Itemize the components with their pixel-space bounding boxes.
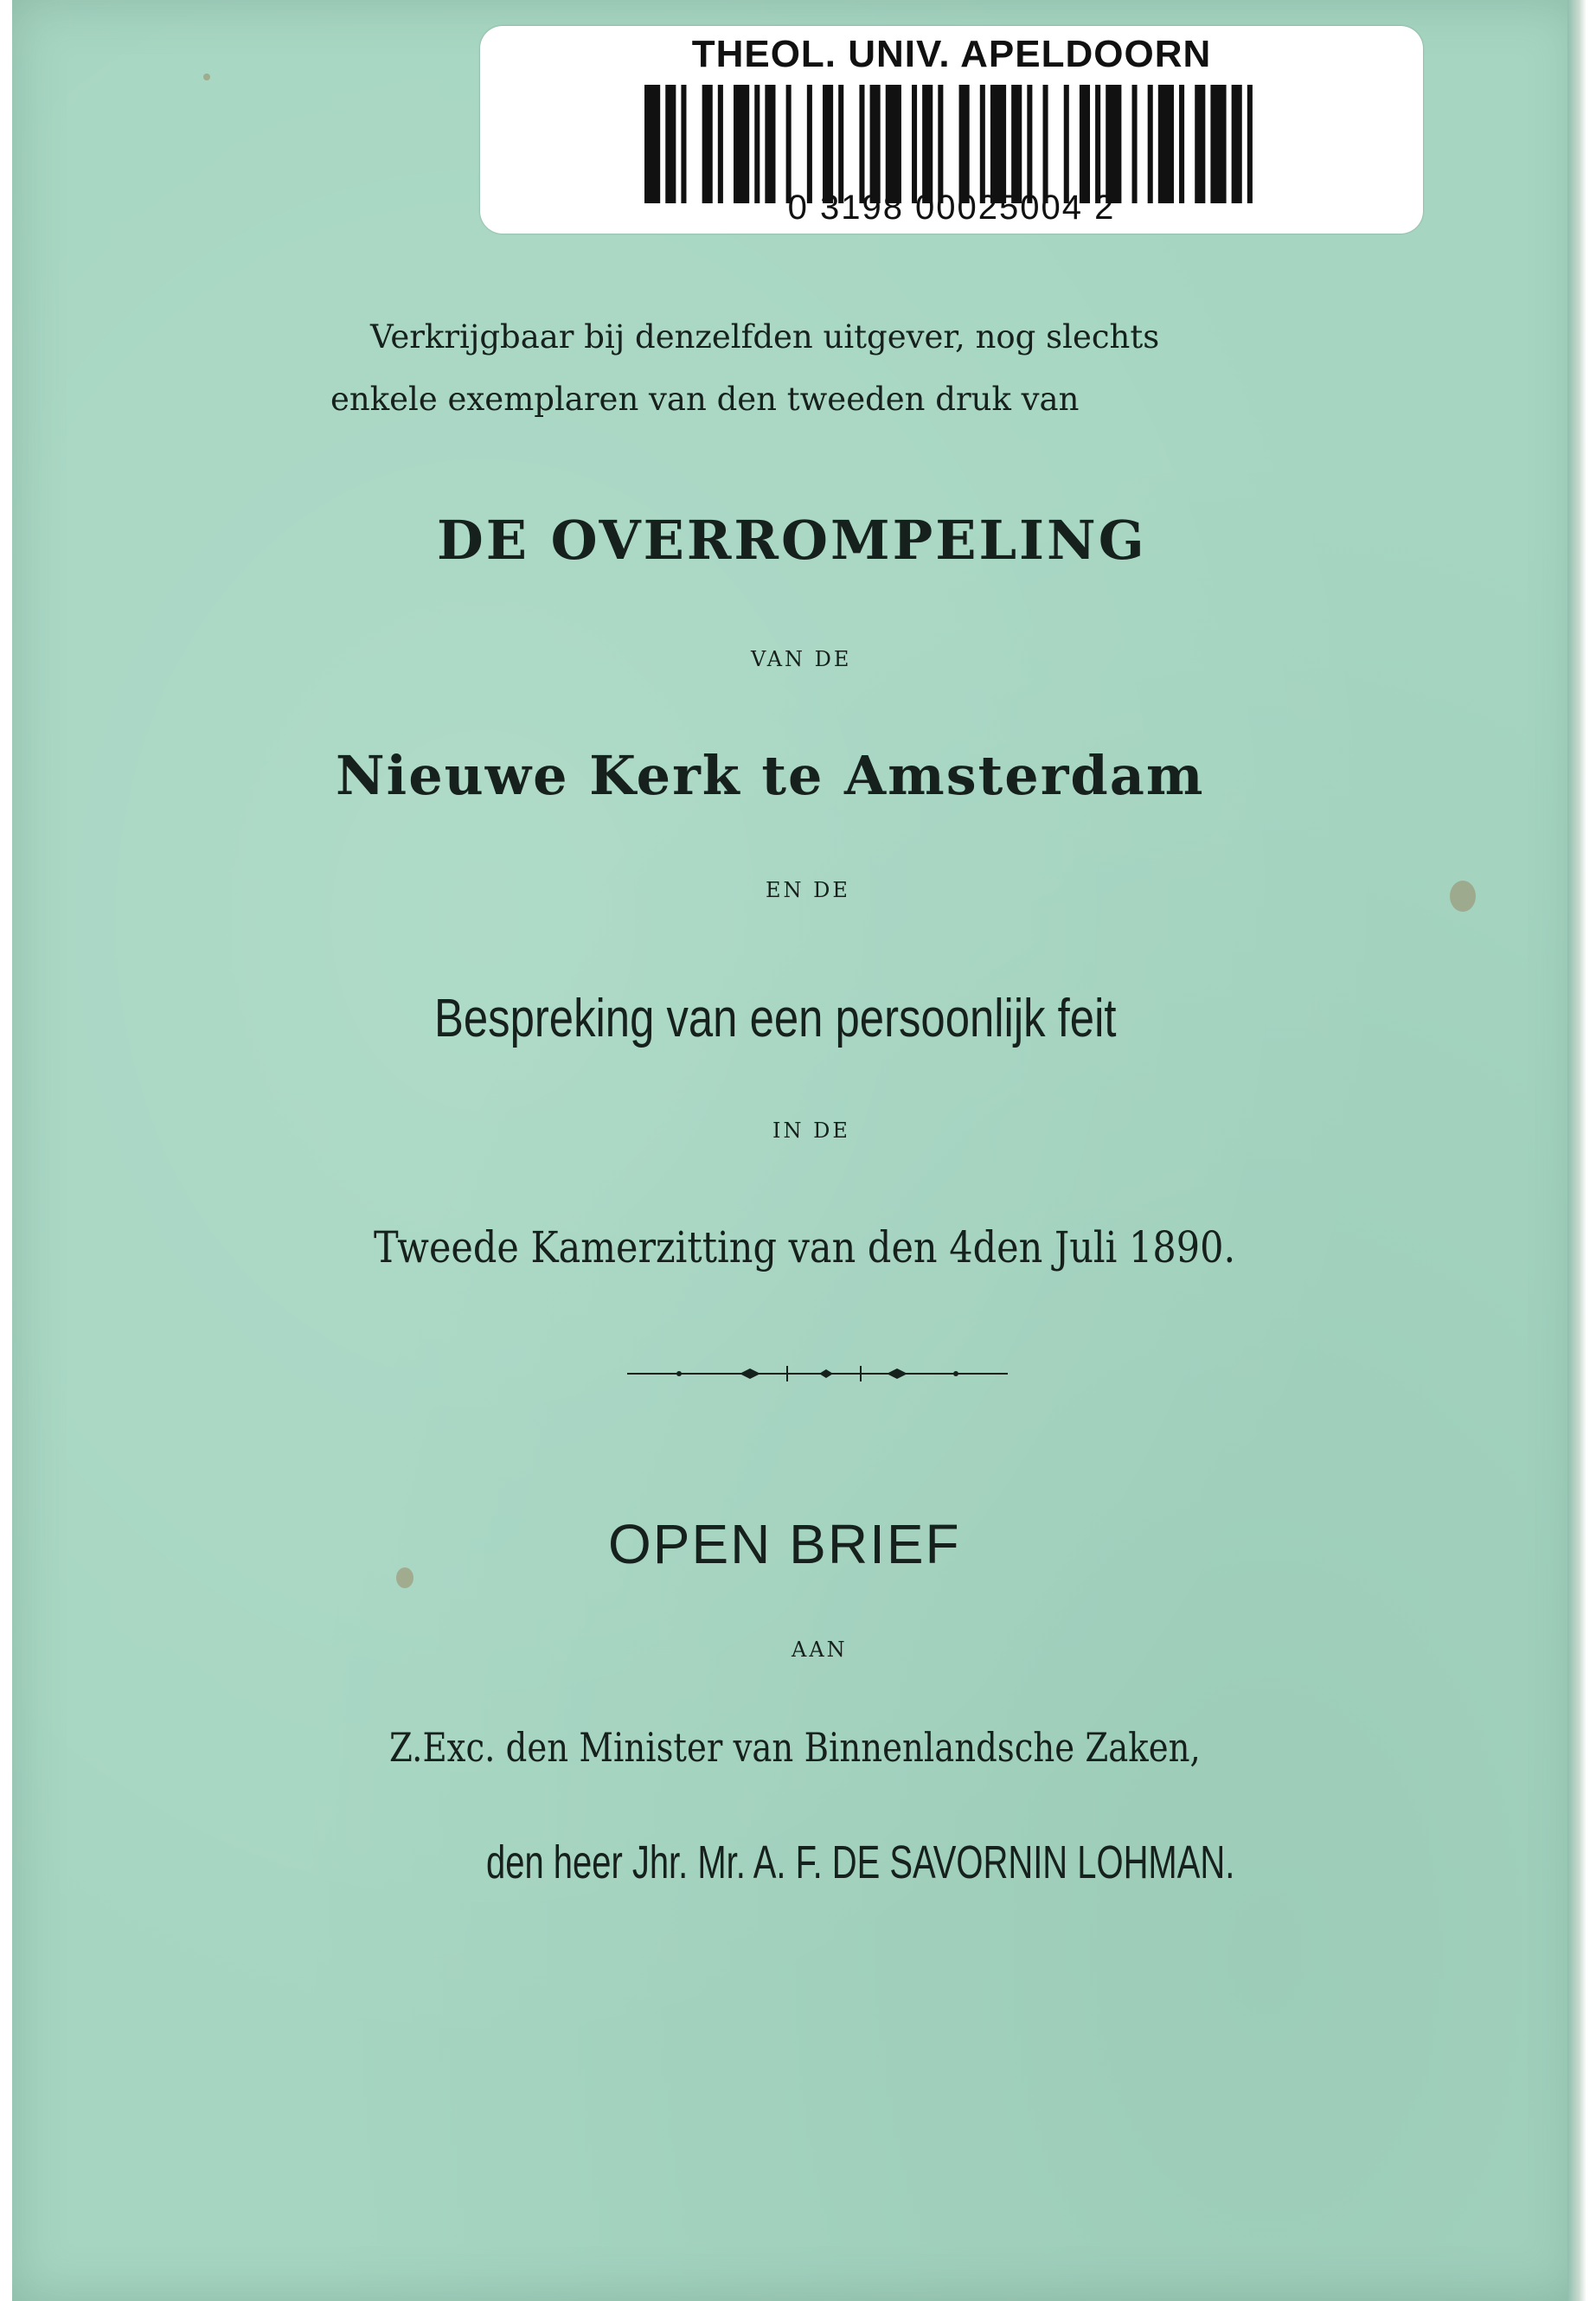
title-line-3: Bespreking van een persoonlijk feit xyxy=(434,989,1117,1048)
barcode-bar xyxy=(734,85,749,203)
barcode-bar xyxy=(1095,85,1100,203)
letter-connector: AAN xyxy=(792,1638,848,1662)
barcode-bar xyxy=(718,85,723,203)
barcode-bar xyxy=(1106,85,1121,203)
barcode-bar xyxy=(886,85,901,203)
barcode-bar xyxy=(1158,85,1174,203)
barcode-bar xyxy=(1080,85,1090,203)
barcode-bar xyxy=(980,85,985,203)
barcode-bar xyxy=(1064,85,1069,203)
barcode-bar xyxy=(702,85,713,203)
recipient-line-1: Z.Exc. den Minister van Binnenlandsche Zaken, xyxy=(389,1724,1201,1771)
barcode-bar xyxy=(644,85,660,203)
barcode-bar xyxy=(1179,85,1184,203)
barcode-bar xyxy=(870,85,881,203)
barcode-bar xyxy=(1011,85,1022,203)
recipient-line-2: den heer Jhr. Mr. A. F. DE SAVORNIN LOHMAN. xyxy=(486,1836,1235,1888)
barcode-bar xyxy=(1232,85,1242,203)
letter-heading: OPEN BRIEF xyxy=(608,1513,961,1575)
paper-stain xyxy=(203,74,210,80)
title-line-1: DE OVERROMPELING xyxy=(437,509,1147,572)
barcode-bar xyxy=(823,85,833,203)
barcode-bar xyxy=(859,85,864,203)
ornament-divider xyxy=(627,1361,1008,1387)
barcode-bar xyxy=(665,85,676,203)
barcode-bar xyxy=(1210,85,1226,203)
barcode-bar xyxy=(754,85,760,203)
barcode-bar xyxy=(786,85,792,203)
barcode-bar xyxy=(838,85,843,203)
barcode-bar xyxy=(912,85,917,203)
barcode-bar xyxy=(938,85,943,203)
barcode-bar xyxy=(1195,85,1205,203)
barcode-number: 0 3198 00025004 2 xyxy=(787,189,1116,227)
title-connector-2: EN DE xyxy=(766,878,850,902)
barcode-bar xyxy=(1043,85,1048,203)
barcode-bar xyxy=(765,85,775,203)
library-name: THEOL. UNIV. APELDOORN xyxy=(691,33,1212,75)
barcode-bar xyxy=(1247,85,1253,203)
paper-stain xyxy=(396,1567,413,1588)
title-connector-1: VAN DE xyxy=(751,647,852,671)
barcode-bar xyxy=(922,85,933,203)
library-barcode-label xyxy=(480,26,1423,234)
title-line-4: Tweede Kamerzitting van den 4den Juli 1890. xyxy=(374,1222,1236,1272)
paper-stain xyxy=(1450,881,1476,912)
barcode-image xyxy=(644,85,1263,203)
intro-line-2: enkele exemplaren van den tweeden druk van xyxy=(330,381,1080,418)
barcode-bar xyxy=(807,85,812,203)
title-connector-3: IN DE xyxy=(772,1118,850,1143)
page-edge xyxy=(1567,0,1586,2301)
barcode-bar xyxy=(959,85,970,203)
intro-line-1: Verkrijgbaar bij denzelfden uitgever, nog slechts xyxy=(370,318,1160,356)
barcode-bar xyxy=(1132,85,1138,203)
title-line-2: Nieuwe Kerk te Amsterdam xyxy=(336,744,1205,807)
barcode-bar xyxy=(990,85,1006,203)
barcode-bar xyxy=(681,85,686,203)
barcode-bar xyxy=(1027,85,1032,203)
barcode-bar xyxy=(1148,85,1153,203)
